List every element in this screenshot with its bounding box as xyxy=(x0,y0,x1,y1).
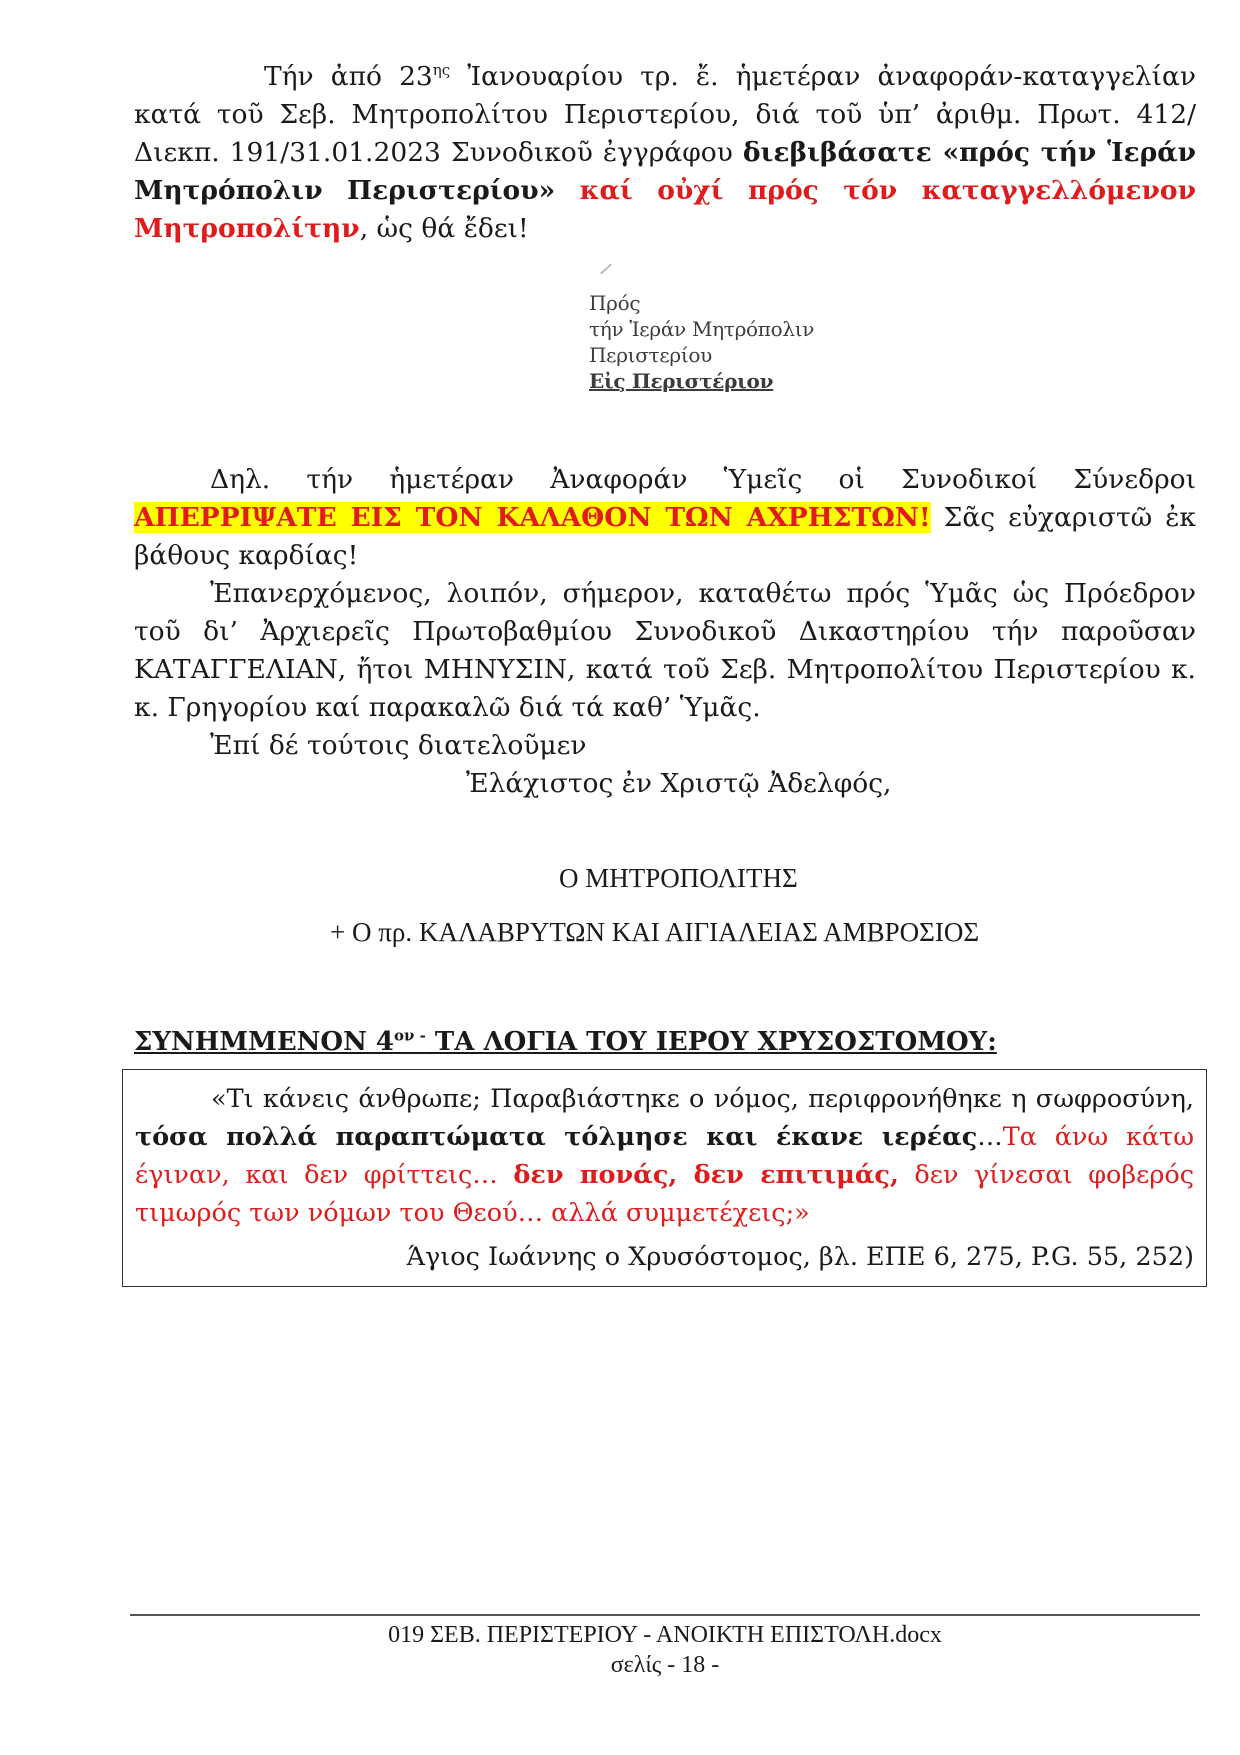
quote-source: Άγιος Ιωάννης ο Χρυσόστομος, βλ. ΕΠΕ 6, 275, P.G. 55, 252) xyxy=(406,1242,1194,1272)
attachment-heading: ΣΥΝΗΜΜΕΝΟΝ $4^{o\nu -}$ ΤΑ ΛΟΓΙΑ ΤΟΥ ΙΕΡΟΥ ΧΡΥΣΟΣΤΟΜΟΥ: xyxy=(134,1026,997,1057)
footer-filename: 019 ΣΕΒ. ΠΕΡΙΣΤΕΡΙΟΥ - ΑΝΟΙΚΤΗ ΕΠΙΣΤΟΛΗ.docx xyxy=(388,1622,942,1648)
closing-line-1: Ἐπί δέ τούτοις διατελοῦμεν xyxy=(210,730,587,761)
chrysostom-quote: «Τι κάνεις άνθρωπε; Παραβιάστηκε ο νόμος, περιφρονήθηκε η σωφροσύνη, τόσα πολλά παραπτώματα τόλμησε και έκανε ιερέας…Τα άνω κάτω έγιναν, και δεν φρίττεις… δεν πονάς, δεν επιτιμάς, δεν γίνεσαι φοβερός τιμωρός των νόμων του Θεού… αλλά συμμετέχεις;» xyxy=(135,1084,1195,1228)
footer-divider xyxy=(130,1614,1200,1616)
page-footer xyxy=(130,1620,1200,1680)
quote-box xyxy=(122,1069,1207,1287)
paragraph-complaint-forwarded: Τήν ἀπό $23^{\eta\varsigma}$ Ἰανουαρίου τρ. ἔ. ἡμετέραν ἀναφοράν-καταγγελίαν κατά τοῦ Σεβ. Μητροπολίτου Περιστερίου, διά τοῦ ὑπ’ ἀριθμ. Πρωτ. 412/Διεκπ. 191/31.01.2023 Συνοδικοῦ ἐγγράφου διεβιβάσατε «πρός τήν Ἱεράν Μητρόπολιν Περιστερίου» καί οὐχί πρός τόν καταγγελλόμενον Μητροπολίτην, ὡς θά ἔδει! xyxy=(134,61,1196,244)
stamp-line: τήν Ἱεράν Μητρόπολιν xyxy=(589,317,815,341)
red-bold-text: καί οὐχί πρός τόν καταγγελλόμενον Μητροπολίτην xyxy=(134,175,1196,244)
bold-forwarded-text: διεβιβάσατε «πρός τήν Ἱεράν Μητρόπολιν Περιστερίου» xyxy=(134,137,1196,206)
stamp-line: Εἰς Περιστέριον xyxy=(589,369,774,393)
highlighted-text: ΑΠΕΡΡΙΨΑΤΕ ΕΙΣ ΤΟΝ ΚΑΛΑΘΟΝ ΤΩΝ ΑΧΡΗΣΤΩΝ! xyxy=(134,502,931,533)
stamp-line: Πρός xyxy=(589,291,641,315)
paragraph-rejected: Δηλ. τήν ἡμετέραν Ἀναφοράν Ὑμεῖς οἱ Συνοδικοί Σύνεδροι ΑΠΕΡΡΙΨΑΤΕ ΕΙΣ ΤΟΝ ΚΑΛΑΘΟΝ ΤΩΝ ΑΧΡΗΣΤΩΝ! Σᾶς εὐχαριστῶ ἐκ βάθους καρδίας! xyxy=(134,464,1196,571)
signature-title: Ο ΜΗΤΡΟΠΟΛΙΤΗΣ xyxy=(559,863,798,893)
stamp-scratch-mark xyxy=(600,264,612,275)
stamp-line: Περιστερίου xyxy=(589,343,712,367)
paragraph-resubmission: Ἐπανερχόμενος, λοιπόν, σήμερον, καταθέτω πρός Ὑμᾶς ὡς Πρόεδρον τοῦ δι’ Ἀρχιερεῖς Πρωτοβαθμίου Συνοδικοῦ Δικαστηρίου τήν παροῦσαν ΚΑΤΑΓΓΕΛΙΑΝ, ἤτοι ΜΗΝΥΣΙΝ, κατά τοῦ Σεβ. Μητροπολίτου Περιστερίου κ. κ. Γρηγορίου καί παρακαλῶ διά τά καθ’ Ὑμᾶς. xyxy=(134,578,1196,723)
footer-page-number: σελίς - 18 - xyxy=(610,1652,720,1678)
scanned-address-stamp xyxy=(571,256,827,461)
closing-line-2: Ἐλάχιστος ἐν Χριστῷ Ἀδελφός, xyxy=(466,768,892,799)
document-page xyxy=(134,58,1196,1287)
signature-name: + Ο πρ. ΚΑΛΑΒΡΥΤΩΝ ΚΑΙ ΑΙΓΙΑΛΕΙΑΣ ΑΜΒΡΟΣΙΟΣ xyxy=(330,917,980,947)
